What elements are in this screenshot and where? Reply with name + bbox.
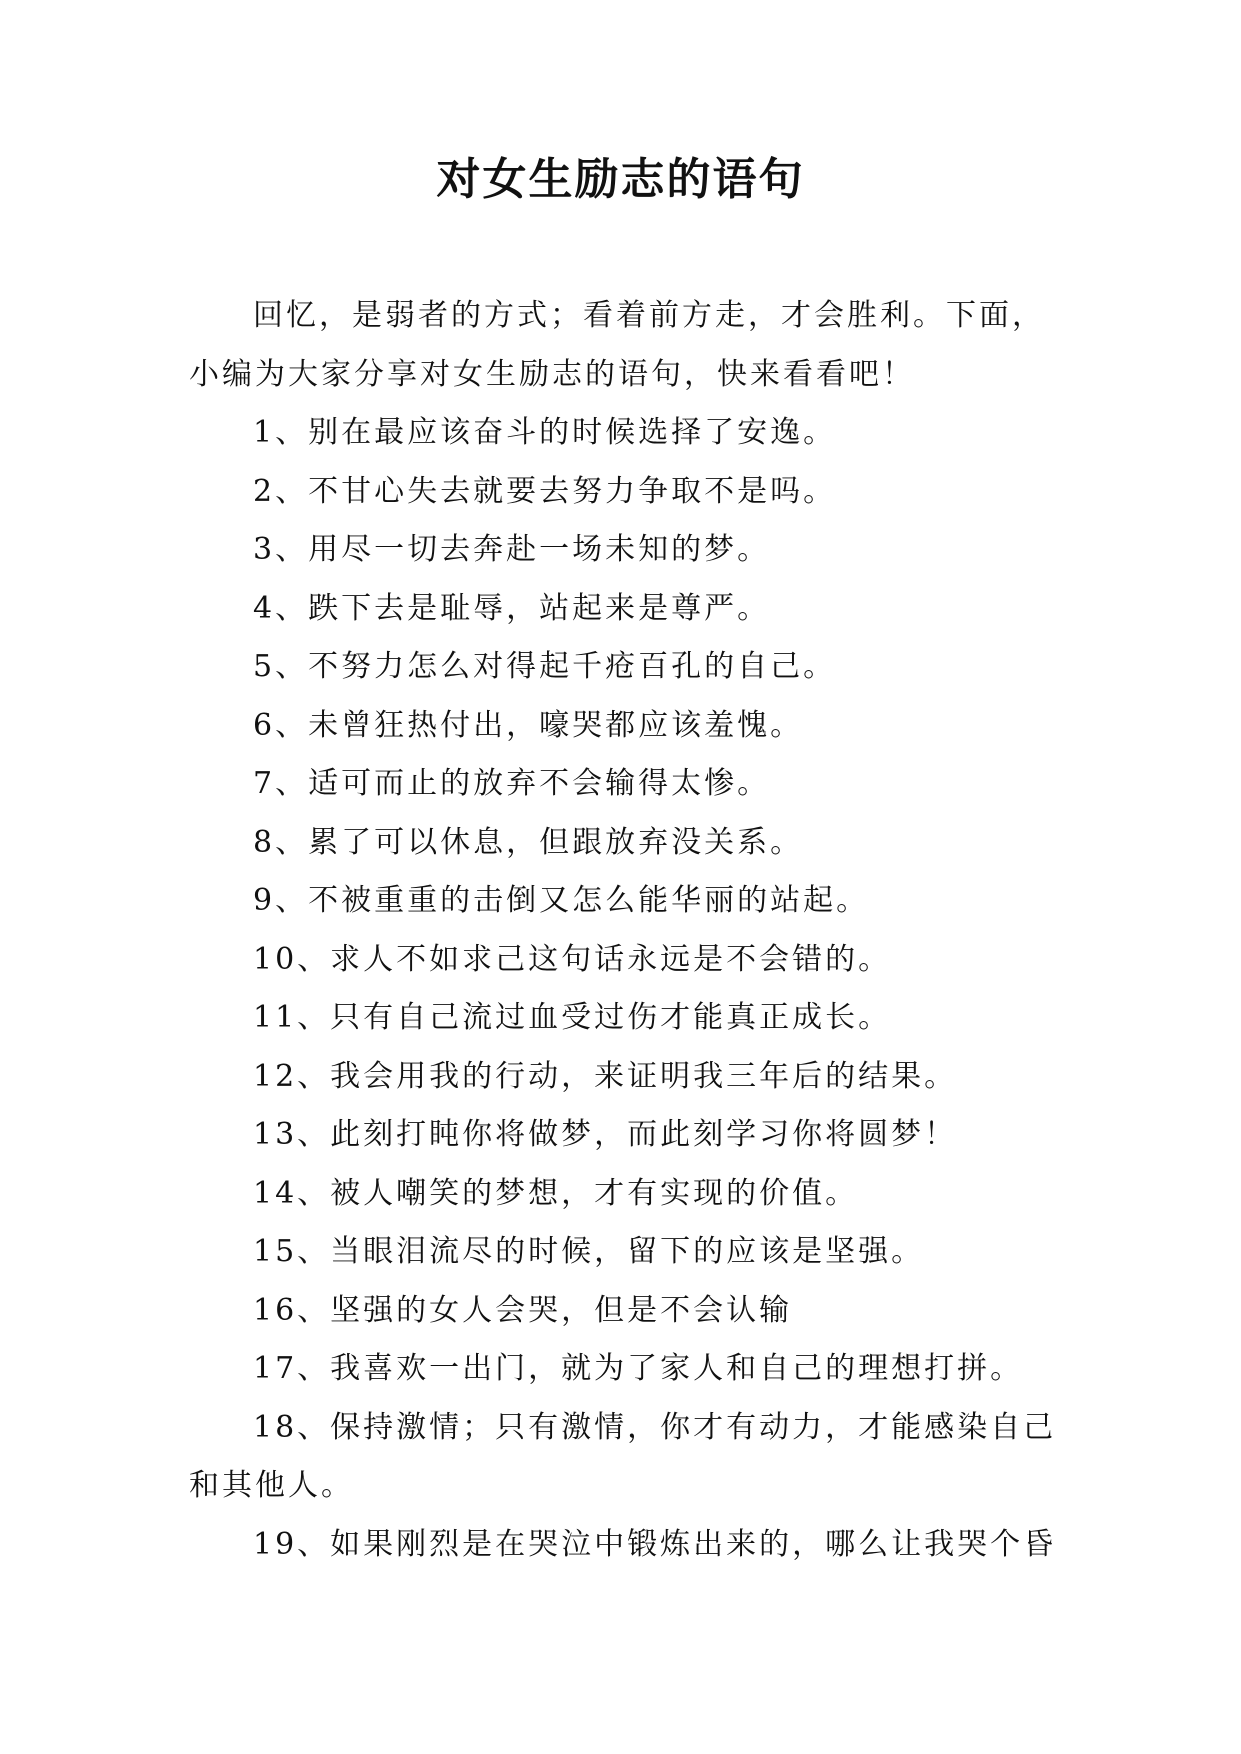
intro-line: 小编为大家分享对女生励志的语句，快来看看吧！ bbox=[189, 356, 915, 392]
list-item: 17、我喜欢一出门，就为了家人和自己的理想打拼。 bbox=[253, 1351, 1024, 1386]
list-item: 2、不甘心失去就要去努力争取不是吗。 bbox=[253, 473, 837, 509]
list-item: 9、不被重重的击倒又怎么能华丽的站起。 bbox=[253, 883, 870, 918]
list-item: 6、未曾狂热付出，嚎哭都应该羞愧。 bbox=[253, 707, 804, 743]
intro-line: 回忆，是弱者的方式；看着前方走，才会胜利。下面， bbox=[253, 298, 1045, 333]
list-item: 3、用尽一切去奔赴一场未知的梦。 bbox=[253, 532, 771, 567]
list-item: 18、保持激情；只有激情，你才有动力，才能感染自己 bbox=[253, 1409, 1057, 1445]
list-item: 12、我会用我的行动，来证明我三年后的结果。 bbox=[253, 1058, 958, 1094]
list-item: 19、如果刚烈是在哭泣中锻炼出来的，哪么让我哭个昏 bbox=[253, 1526, 1057, 1562]
list-item: 5、不努力怎么对得起千疮百孔的自己。 bbox=[253, 649, 837, 684]
list-item: 15、当眼泪流尽的时候，留下的应该是坚强。 bbox=[253, 1234, 925, 1269]
list-item: 10、求人不如求己这句话永远是不会错的。 bbox=[253, 941, 892, 977]
list-item: 13、此刻打盹你将做梦，而此刻学习你将圆梦！ bbox=[253, 1117, 958, 1152]
list-item: 16、坚强的女人会哭，但是不会认输 bbox=[253, 1292, 793, 1328]
intro-paragraph-continuation bbox=[189, 346, 1069, 405]
list-item-continuation: 和其他人。 bbox=[189, 1468, 354, 1503]
document-body bbox=[189, 287, 1069, 1574]
list-item: 8、累了可以休息，但跟放弃没关系。 bbox=[253, 824, 804, 860]
list-item: 1、别在最应该奋斗的时候选择了安逸。 bbox=[253, 415, 837, 450]
intro-paragraph bbox=[189, 287, 1069, 346]
list-item: 14、被人嘲笑的梦想，才有实现的价值。 bbox=[253, 1175, 859, 1211]
list-item: 11、只有自己流过血受过伤才能真正成长。 bbox=[253, 1000, 892, 1035]
list-item: 4、跌下去是耻辱，站起来是尊严。 bbox=[253, 590, 771, 626]
list-item: 7、适可而止的放弃不会输得太惨。 bbox=[253, 766, 771, 801]
document-title: 对女生励志的语句 bbox=[436, 154, 805, 205]
